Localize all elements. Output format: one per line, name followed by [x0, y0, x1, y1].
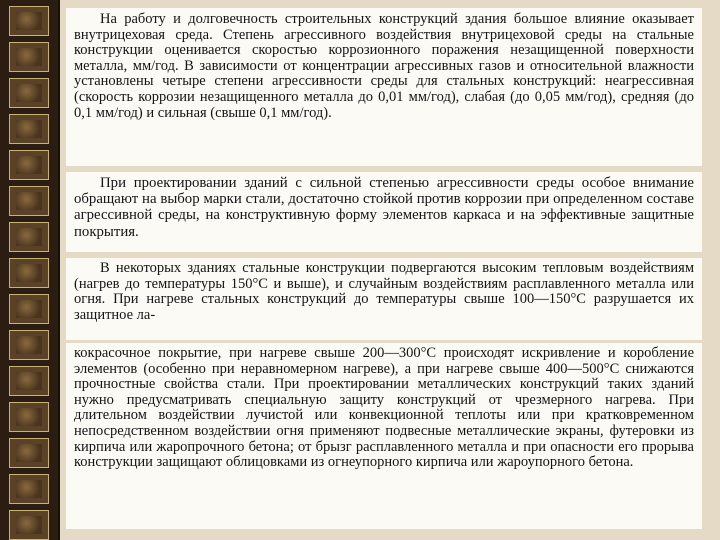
scan-block-design	[66, 172, 702, 252]
film-frame-icon	[9, 474, 49, 504]
film-frame-icon	[9, 258, 49, 288]
film-frame-icon	[9, 222, 49, 252]
paragraph-corrosion: На работу и долговечность строительных конструкций здания большое влияние оказывает внутрицеховая среда. Степень агрессивного воздействия внутрицеховой среды на стальные конструкции оценивается скоростью коррозионного поражения незащищенной поверхности металла, мм/год. В зависимости от концентрации агрессивных газов и относительной влажности установлены четыре степени агрессивности среды для стальных конструкций: неагрессивная (скорость коррозии незащищенного металла до 0,01 мм/год), слабая (до 0,05 мм/год), средняя (до 0,1 мм/год) и сильная (свыше 0,1 мм/год).	[74, 11, 694, 121]
film-frame-icon	[9, 294, 49, 324]
paragraph-design: При проектировании зданий с сильной степенью агрессивности среды особое внимание обращают на выбор марки стали, достаточно стойкой против коррозии при определенном составе агрессивной среды, на конструктивную форму элементов каркаса и на эффективные защитные покрытия.	[74, 175, 694, 240]
film-frame-icon	[9, 150, 49, 180]
film-frame-icon	[9, 366, 49, 396]
film-frame-icon	[9, 438, 49, 468]
paragraph-protection: кокрасочное покрытие, при нагреве свыше 200—300°С происходят искривление и коробление элементов (особенно при неравномерном нагреве), а при нагреве свыше 400—500°С снижаются прочностные свойства стали. При проектировании металлических конструкций таких зданий нужно предусматривать специальную защиту конструкций от чрезмерного нагрева. При длительном воздействии лучистой или конвекционной теплоты или при кратковременном непосредственном воздействии огня применяют подвесные металлические экраны, футеровки из кирпича или жаропрочного бетона; от брызг расплавленного металла и при опасности его прорыва конструкции защищают облицовками из огнеупорного кирпича или жароупорного бетона.	[74, 345, 694, 471]
film-frame-icon	[9, 42, 49, 72]
slide-page	[60, 0, 720, 540]
decorative-film-strip	[0, 0, 60, 540]
film-frame-icon	[9, 330, 49, 360]
film-frame-icon	[9, 510, 49, 540]
film-frame-icon	[9, 402, 49, 432]
scan-block-protection	[66, 343, 702, 529]
scan-block-corrosion	[66, 8, 702, 166]
film-frame-icon	[9, 78, 49, 108]
film-frame-icon	[9, 114, 49, 144]
film-frame-icon	[9, 6, 49, 36]
paragraph-heat: В некоторых зданиях стальные конструкции подвергаются высоким тепловым воздействиям (нагрев до температуры 150°С и выше), и случайным воздействиям расплавленного металла или огня. При нагреве стальных конструкций до температуры свыше 100—150°С разрушается их защитное ла-	[74, 260, 694, 323]
scan-block-heat	[66, 258, 702, 340]
film-frame-icon	[9, 186, 49, 216]
